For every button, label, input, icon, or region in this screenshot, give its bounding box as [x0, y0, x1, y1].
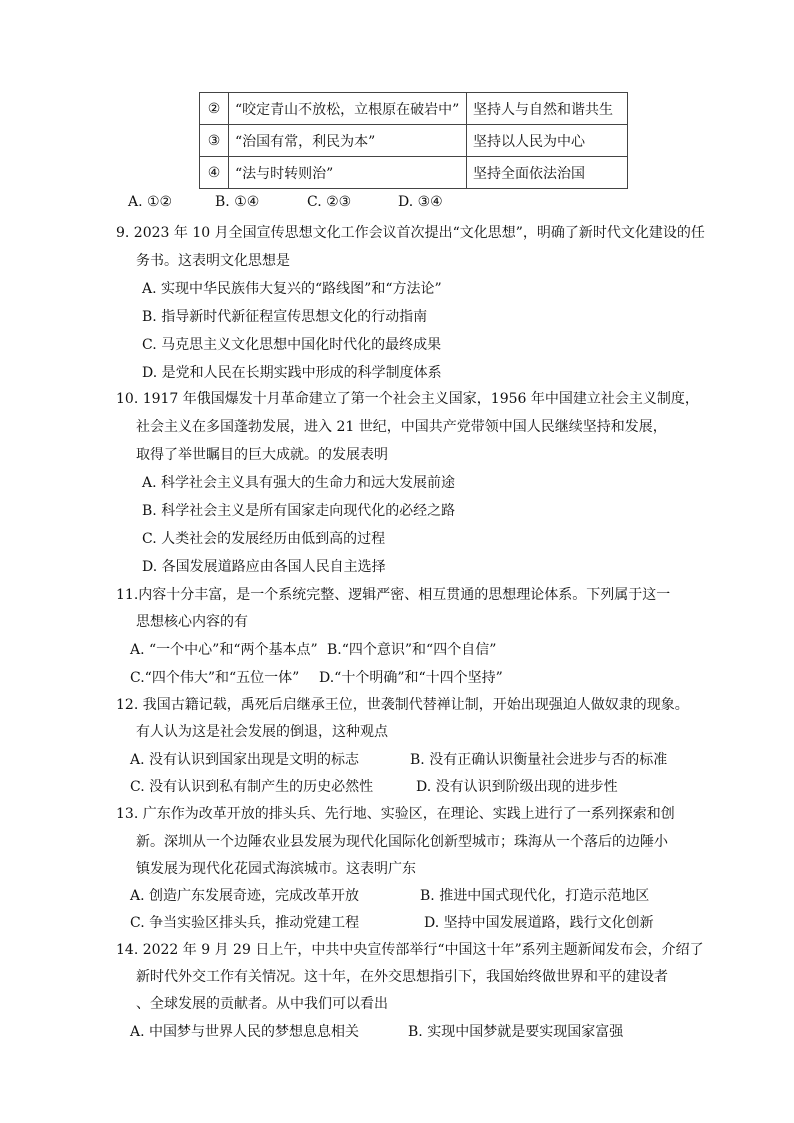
q11-stem-line: 11.内容十分丰富，是一个系统完整、逻辑严密、相互贯通的思想理论体系。下列属于这一	[116, 587, 671, 603]
q14-stem-line: 新时代外交工作有关情况。这十年，在外交思想指引下，我国始终做世界和平的建设者	[136, 969, 668, 985]
q12-option-b[interactable]: B. 没有正确认识衡量社会进步与否的标准	[410, 752, 668, 768]
q10-stem-line: 取得了举世瞩目的巨大成就。的发展表明	[136, 447, 388, 463]
row-quote: “治国有常，利民为本”	[229, 125, 467, 157]
row-quote: “法与时转则治”	[229, 157, 467, 189]
q9-option-a[interactable]: A. 实现中华民族伟大复兴的“路线图”和“方法论”	[142, 281, 442, 297]
table-row	[200, 93, 628, 125]
q12-option-a[interactable]: A. 没有认识到国家出现是文明的标志	[130, 752, 360, 768]
q13-option-a[interactable]: A. 创造广东发展奇迹，完成改革开放	[130, 888, 360, 904]
row-meaning: 坚持人与自然和谐共生	[467, 93, 628, 125]
q8-option-d[interactable]: D. ③④	[398, 194, 443, 210]
q8-option-b[interactable]: B. ①④	[215, 194, 260, 210]
q13-stem-line: 新。深圳从一个边陲农业县发展为现代化国际化创新型城市；珠海从一个落后的边陲小	[136, 834, 668, 850]
q9-option-b[interactable]: B. 指导新时代新征程宣传思想文化的行动指南	[142, 309, 428, 325]
row-quote: “咬定青山不放松，立根原在破岩中”	[229, 93, 467, 125]
q13-option-b[interactable]: B. 推进中国式现代化，打造示范地区	[420, 888, 650, 904]
q8-option-c[interactable]: C. ②③	[307, 194, 352, 210]
q12-option-d[interactable]: D. 没有认识到阶级出现的进步性	[416, 779, 618, 795]
q8-option-a[interactable]: A. ①②	[128, 194, 173, 210]
row-meaning: 坚持以人民为中心	[467, 125, 628, 157]
row-meaning: 坚持全面依法治国	[467, 157, 628, 189]
q10-option-a[interactable]: A. 科学社会主义具有强大的生命力和远大发展前途	[142, 475, 456, 491]
q9-option-d[interactable]: D. 是党和人民在长期实践中形成的科学制度体系	[142, 365, 442, 381]
q13-stem-line: 镇发展为现代化花园式海滨城市。这表明广东	[136, 861, 416, 877]
q12-stem-line: 12. 我国古籍记载，禹死后启继承王位，世袭制代替禅让制，开始出现强迫人做奴隶的现象。	[116, 697, 689, 713]
q14-stem-line: 14. 2022 年 9 月 29 日上午，中共中央宣传部举行“中国这十年”系列主题新闻发布会，介绍了	[116, 942, 704, 958]
q13-stem-line: 13. 广东作为改革开放的排头兵、先行地、实验区，在理论、实践上进行了一系列探索和创	[116, 806, 675, 822]
q11-stem-line: 思想核心内容的有	[136, 614, 248, 630]
q10-option-c[interactable]: C. 人类社会的发展经历由低到高的过程	[142, 531, 386, 547]
q12-stem-line: 有人认为这是社会发展的倒退，这种观点	[136, 724, 388, 740]
q9-stem-line: 务书。这表明文化思想是	[136, 253, 290, 269]
row-number: ④	[200, 157, 229, 189]
q12-option-c[interactable]: C. 没有认识到私有制产生的历史必然性	[130, 779, 374, 795]
q14-option-b[interactable]: B. 实现中国梦就是要实现国家富强	[408, 1024, 624, 1040]
q11-option-d[interactable]: D.“十个明确”和“十四个坚持”	[319, 670, 503, 686]
q13-option-d[interactable]: D. 坚持中国发展道路，践行文化创新	[424, 915, 654, 931]
q14-stem-line: 、全球发展的贡献者。从中我们可以看出	[136, 996, 388, 1012]
q11-option-c[interactable]: C.“四个伟大”和“五位一体”	[130, 670, 300, 686]
q10-option-d[interactable]: D. 各国发展道路应由各国人民自主选择	[142, 559, 386, 575]
row-number: ②	[200, 93, 229, 125]
q9-stem-line: 9. 2023 年 10 月全国宣传思想文化工作会议首次提出“文化思想”，明确了新时代文化建设的任	[116, 225, 705, 241]
q9-option-c[interactable]: C. 马克思主义文化思想中国化时代化的最终成果	[142, 337, 442, 353]
q10-stem-line: 社会主义在多国蓬勃发展，进入 21 世纪，中国共产党带领中国人民继续坚持和发展，	[136, 419, 667, 435]
q14-option-a[interactable]: A. 中国梦与世界人民的梦想息息相关	[130, 1024, 360, 1040]
q10-stem-line: 10. 1917 年俄国爆发十月革命建立了第一个社会主义国家，1956 年中国建立社会主义制度，	[116, 391, 699, 407]
row-number: ③	[200, 125, 229, 157]
table-row	[200, 125, 628, 157]
q8-options-table	[199, 92, 628, 189]
q11-option-a[interactable]: A. “一个中心”和“两个基本点”	[130, 642, 318, 658]
table-row	[200, 157, 628, 189]
q10-option-b[interactable]: B. 科学社会主义是所有国家走向现代化的必经之路	[142, 503, 456, 519]
q11-option-b[interactable]: B.“四个意识”和“四个自信”	[327, 642, 497, 658]
q13-option-c[interactable]: C. 争当实验区排头兵，推动党建工程	[130, 915, 360, 931]
